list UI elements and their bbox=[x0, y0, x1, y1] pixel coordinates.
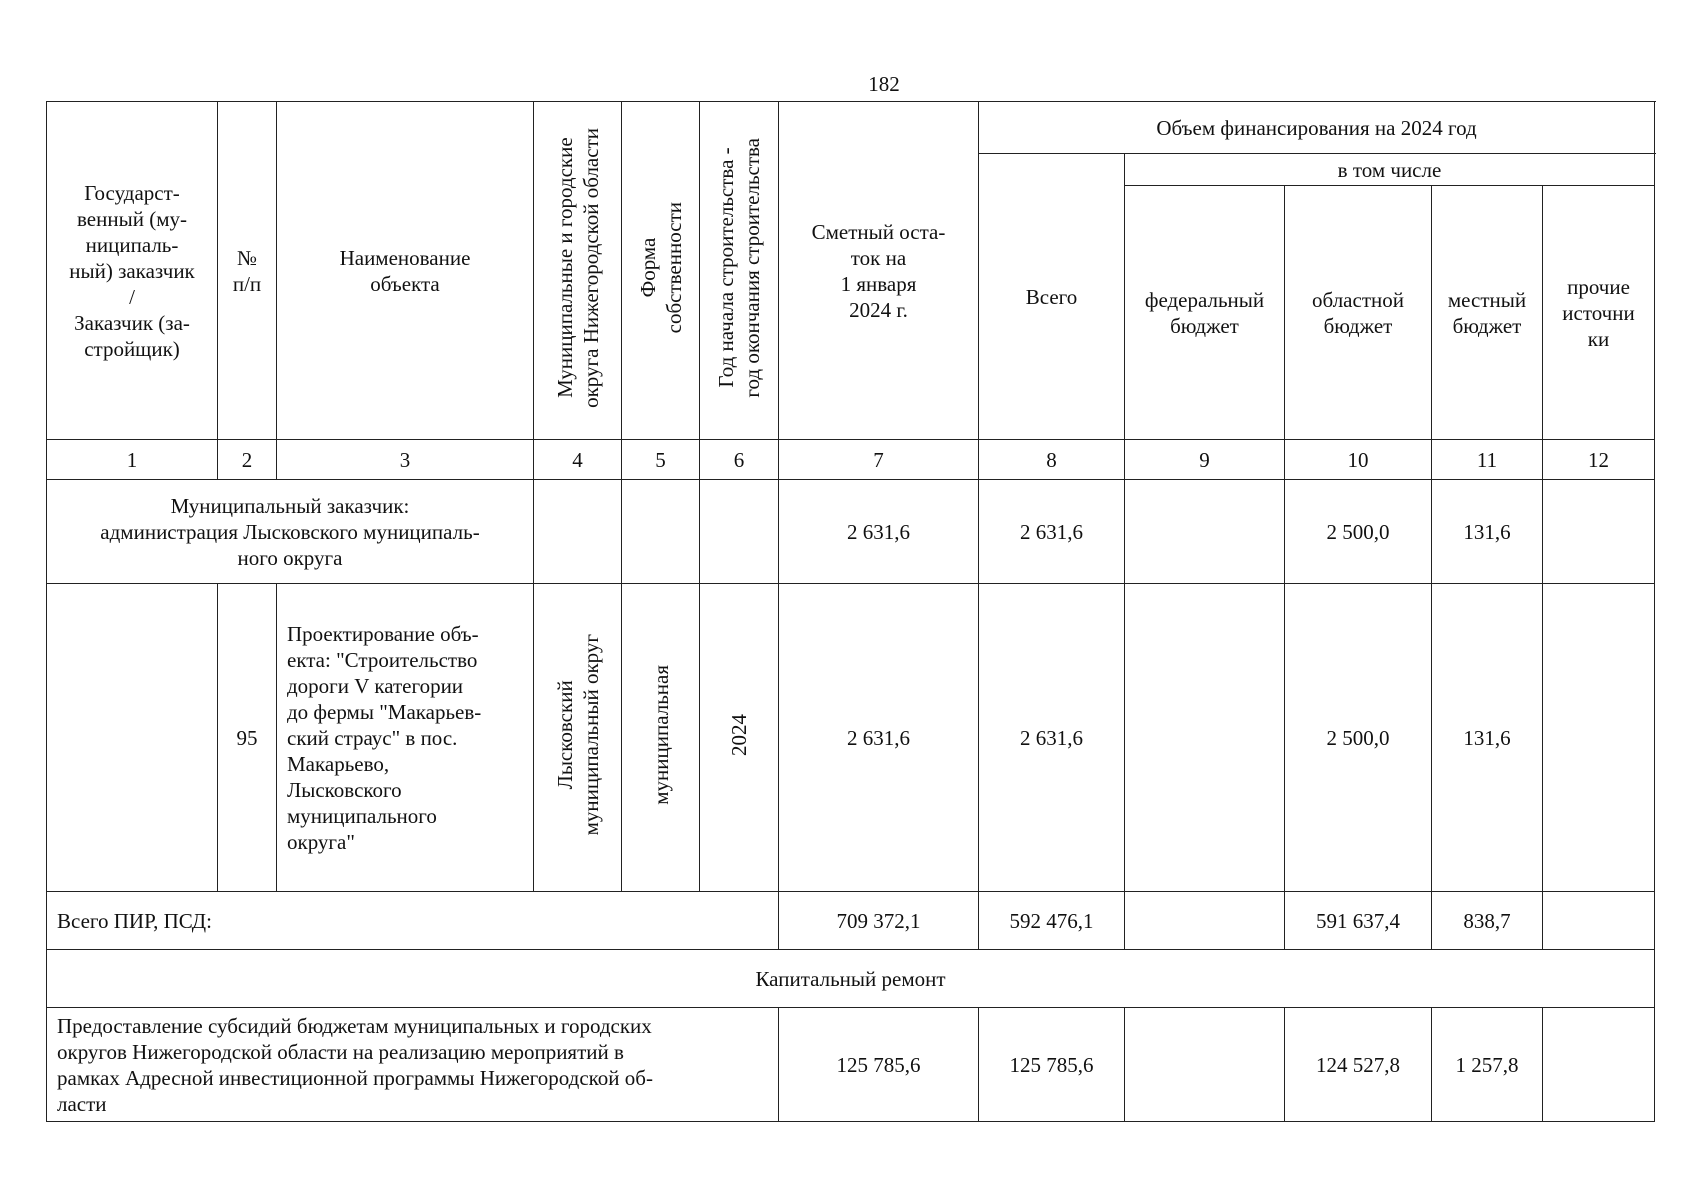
object-estimated-balance: 2 631,6 bbox=[779, 584, 979, 892]
object-number: 95 bbox=[218, 584, 277, 892]
header-estimated-balance: Сметный оста- ток на 1 января 2024 г. bbox=[779, 102, 979, 440]
object-regional: 2 500,0 bbox=[1285, 584, 1432, 892]
customer-total: 2 631,6 bbox=[979, 480, 1125, 584]
column-number: 2 bbox=[218, 440, 277, 480]
header-funding-group: Объем финансирования на 2024 год bbox=[979, 102, 1655, 154]
subsidy-row bbox=[47, 1008, 1655, 1122]
header-other-sources: прочие источни ки bbox=[1543, 186, 1655, 440]
customer-districts bbox=[534, 480, 622, 584]
customer-ownership bbox=[622, 480, 700, 584]
total-regional: 591 637,4 bbox=[1285, 892, 1432, 950]
section-row bbox=[47, 950, 1655, 1008]
total-estimated-balance: 709 372,1 bbox=[779, 892, 979, 950]
object-customer bbox=[47, 584, 218, 892]
column-number: 3 bbox=[277, 440, 534, 480]
column-number: 1 bbox=[47, 440, 218, 480]
column-numbers-row bbox=[47, 440, 1655, 480]
total-local: 838,7 bbox=[1432, 892, 1543, 950]
object-row bbox=[47, 584, 1655, 892]
header-row-1 bbox=[47, 102, 1655, 154]
header-total: Всего bbox=[979, 154, 1125, 440]
object-years-text: 2024 bbox=[727, 713, 751, 756]
column-number: 9 bbox=[1125, 440, 1285, 480]
object-districts-text: Лысковский муниципальный округ bbox=[552, 633, 603, 836]
financing-table bbox=[46, 101, 1655, 1122]
total-total: 592 476,1 bbox=[979, 892, 1125, 950]
customer-years bbox=[700, 480, 779, 584]
total-other bbox=[1543, 892, 1655, 950]
page-number: 182 bbox=[868, 72, 900, 96]
object-ownership bbox=[622, 584, 700, 892]
header-customer: Государст- венный (му- ниципаль- ный) заказчик / Заказчик (за- стройщик) bbox=[47, 102, 218, 440]
object-federal bbox=[1125, 584, 1285, 892]
header-districts bbox=[534, 102, 622, 440]
column-number: 8 bbox=[979, 440, 1125, 480]
header-ownership bbox=[622, 102, 700, 440]
column-number: 6 bbox=[700, 440, 779, 480]
header-districts-text: Муниципальные и городские округа Нижегородской области bbox=[552, 127, 603, 408]
object-other bbox=[1543, 584, 1655, 892]
object-total: 2 631,6 bbox=[979, 584, 1125, 892]
object-years bbox=[700, 584, 779, 892]
object-local: 131,6 bbox=[1432, 584, 1543, 892]
total-row bbox=[47, 892, 1655, 950]
header-regional-budget: областной бюджет bbox=[1285, 186, 1432, 440]
object-ownership-text: муниципальная bbox=[648, 664, 673, 805]
subsidy-estimated-balance: 125 785,6 bbox=[779, 1008, 979, 1122]
object-name: Проектирование объ- екта: "Строительство дороги V категории до фермы "Макарьев- ский страус" в пос. Макарьево, Лысковского муниципального округа" bbox=[277, 584, 534, 892]
total-federal bbox=[1125, 892, 1285, 950]
header-number: № п/п bbox=[218, 102, 277, 440]
customer-estimated-balance: 2 631,6 bbox=[779, 480, 979, 584]
customer-row bbox=[47, 480, 1655, 584]
customer-regional: 2 500,0 bbox=[1285, 480, 1432, 584]
customer-other bbox=[1543, 480, 1655, 584]
column-number: 12 bbox=[1543, 440, 1655, 480]
column-number: 4 bbox=[534, 440, 622, 480]
column-number: 10 bbox=[1285, 440, 1432, 480]
header-years-text: Год начала строительства - год окончания строительства bbox=[714, 137, 764, 398]
total-label: Всего ПИР, ПСД: bbox=[47, 892, 779, 950]
header-including: в том числе bbox=[1125, 154, 1655, 186]
object-districts bbox=[534, 584, 622, 892]
header-years bbox=[700, 102, 779, 440]
customer-label: Муниципальный заказчик: администрация Лысковского муниципаль- ного округа bbox=[47, 480, 534, 584]
subsidy-total: 125 785,6 bbox=[979, 1008, 1125, 1122]
column-number: 7 bbox=[779, 440, 979, 480]
section-label: Капитальный ремонт bbox=[47, 950, 1655, 1008]
column-number: 5 bbox=[622, 440, 700, 480]
customer-local: 131,6 bbox=[1432, 480, 1543, 584]
header-object-name: Наименование объекта bbox=[277, 102, 534, 440]
header-federal-budget: федеральный бюджет bbox=[1125, 186, 1285, 440]
subsidy-local: 1 257,8 bbox=[1432, 1008, 1543, 1122]
header-ownership-text: Форма собственности bbox=[635, 201, 686, 334]
subsidy-label: Предоставление субсидий бюджетам муниципальных и городских округов Нижегородской области на реализацию мероприятий в рамках Адресной инвестиционной программы Нижегородской об- ласти bbox=[47, 1008, 779, 1122]
subsidy-federal bbox=[1125, 1008, 1285, 1122]
column-number: 11 bbox=[1432, 440, 1543, 480]
header-local-budget: местный бюджет bbox=[1432, 186, 1543, 440]
subsidy-regional: 124 527,8 bbox=[1285, 1008, 1432, 1122]
subsidy-other bbox=[1543, 1008, 1655, 1122]
customer-federal bbox=[1125, 480, 1285, 584]
